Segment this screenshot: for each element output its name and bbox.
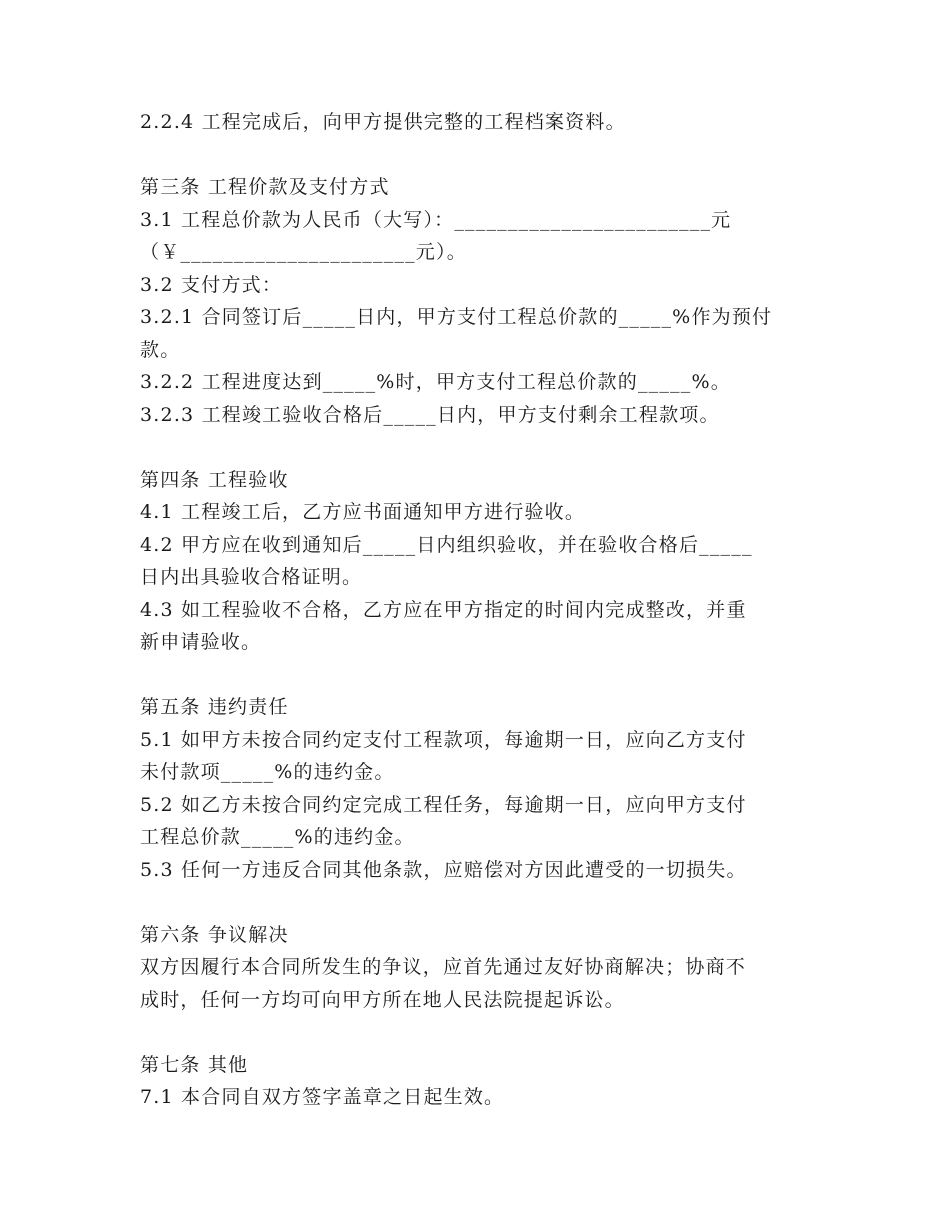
clause-line: 4.2 甲方应在收到通知后_____日内组织验收，并在验收合格后_____ bbox=[140, 533, 753, 556]
clause-line: 5.1 如甲方未按合同约定支付工程款项，每逾期一日，应向乙方支付 bbox=[140, 728, 747, 751]
clause-line: 未付款项_____%的违约金。 bbox=[140, 761, 395, 783]
clause-line: 4.3 如工程验收不合格，乙方应在甲方指定的时间内完成整改，并重 bbox=[140, 598, 747, 621]
clause-line: 3.2.2 工程进度达到_____%时，甲方支付工程总价款的_____%。 bbox=[140, 371, 731, 393]
clause-line: 工程总价款_____%的违约金。 bbox=[140, 826, 415, 848]
section-spacer bbox=[140, 659, 820, 692]
section-heading: 第四条 工程验收 bbox=[140, 468, 289, 491]
section-heading: 第六条 争议解决 bbox=[140, 923, 289, 946]
clause-line: 3.2.1 合同签订后_____日内，甲方支付工程总价款的_____%作为预付 bbox=[140, 306, 773, 328]
section-heading: 第七条 其他 bbox=[140, 1053, 249, 1076]
clause-line: 3.2.3 工程竣工验收合格后_____日内，甲方支付剩余工程款项。 bbox=[140, 403, 720, 426]
clause-line: 7.1 本合同自双方签字盖章之日起生效。 bbox=[140, 1086, 505, 1108]
clause-line: 3.2 支付方式： bbox=[140, 273, 283, 296]
section-spacer bbox=[140, 886, 820, 919]
section-spacer bbox=[140, 1016, 820, 1049]
document-body bbox=[140, 106, 820, 1114]
clause-line: 5.2 如乙方未按合同约定完成工程任务，每逾期一日，应向甲方支付 bbox=[140, 793, 747, 816]
clause-line: 日内出具验收合格证明。 bbox=[140, 566, 363, 588]
clause-line: 4.1 工程竣工后，乙方应书面通知甲方进行验收。 bbox=[140, 501, 586, 523]
section-heading: 第五条 违约责任 bbox=[140, 696, 289, 718]
clause-line: 成时，任何一方均可向甲方所在地人民法院提起诉讼。 bbox=[140, 988, 625, 1011]
clause-line: （￥______________________元）。 bbox=[140, 241, 467, 263]
clause-line: 2.2.4 工程完成后，向甲方提供完整的工程档案资料。 bbox=[140, 111, 626, 133]
section-spacer bbox=[140, 139, 820, 172]
clause-line: 3.1 工程总价款为人民币（大写）：________________________元 bbox=[140, 208, 732, 231]
section-spacer bbox=[140, 431, 820, 464]
clause-line: 款。 bbox=[140, 338, 181, 361]
clause-line: 双方因履行本合同所发生的争议，应首先通过友好协商解决；协商不 bbox=[140, 956, 747, 978]
section-heading: 第三条 工程价款及支付方式 bbox=[140, 176, 390, 198]
clause-line: 5.3 任何一方违反合同其他条款，应赔偿对方因此遭受的一切损失。 bbox=[140, 858, 747, 881]
clause-line: 新申请验收。 bbox=[140, 631, 262, 653]
